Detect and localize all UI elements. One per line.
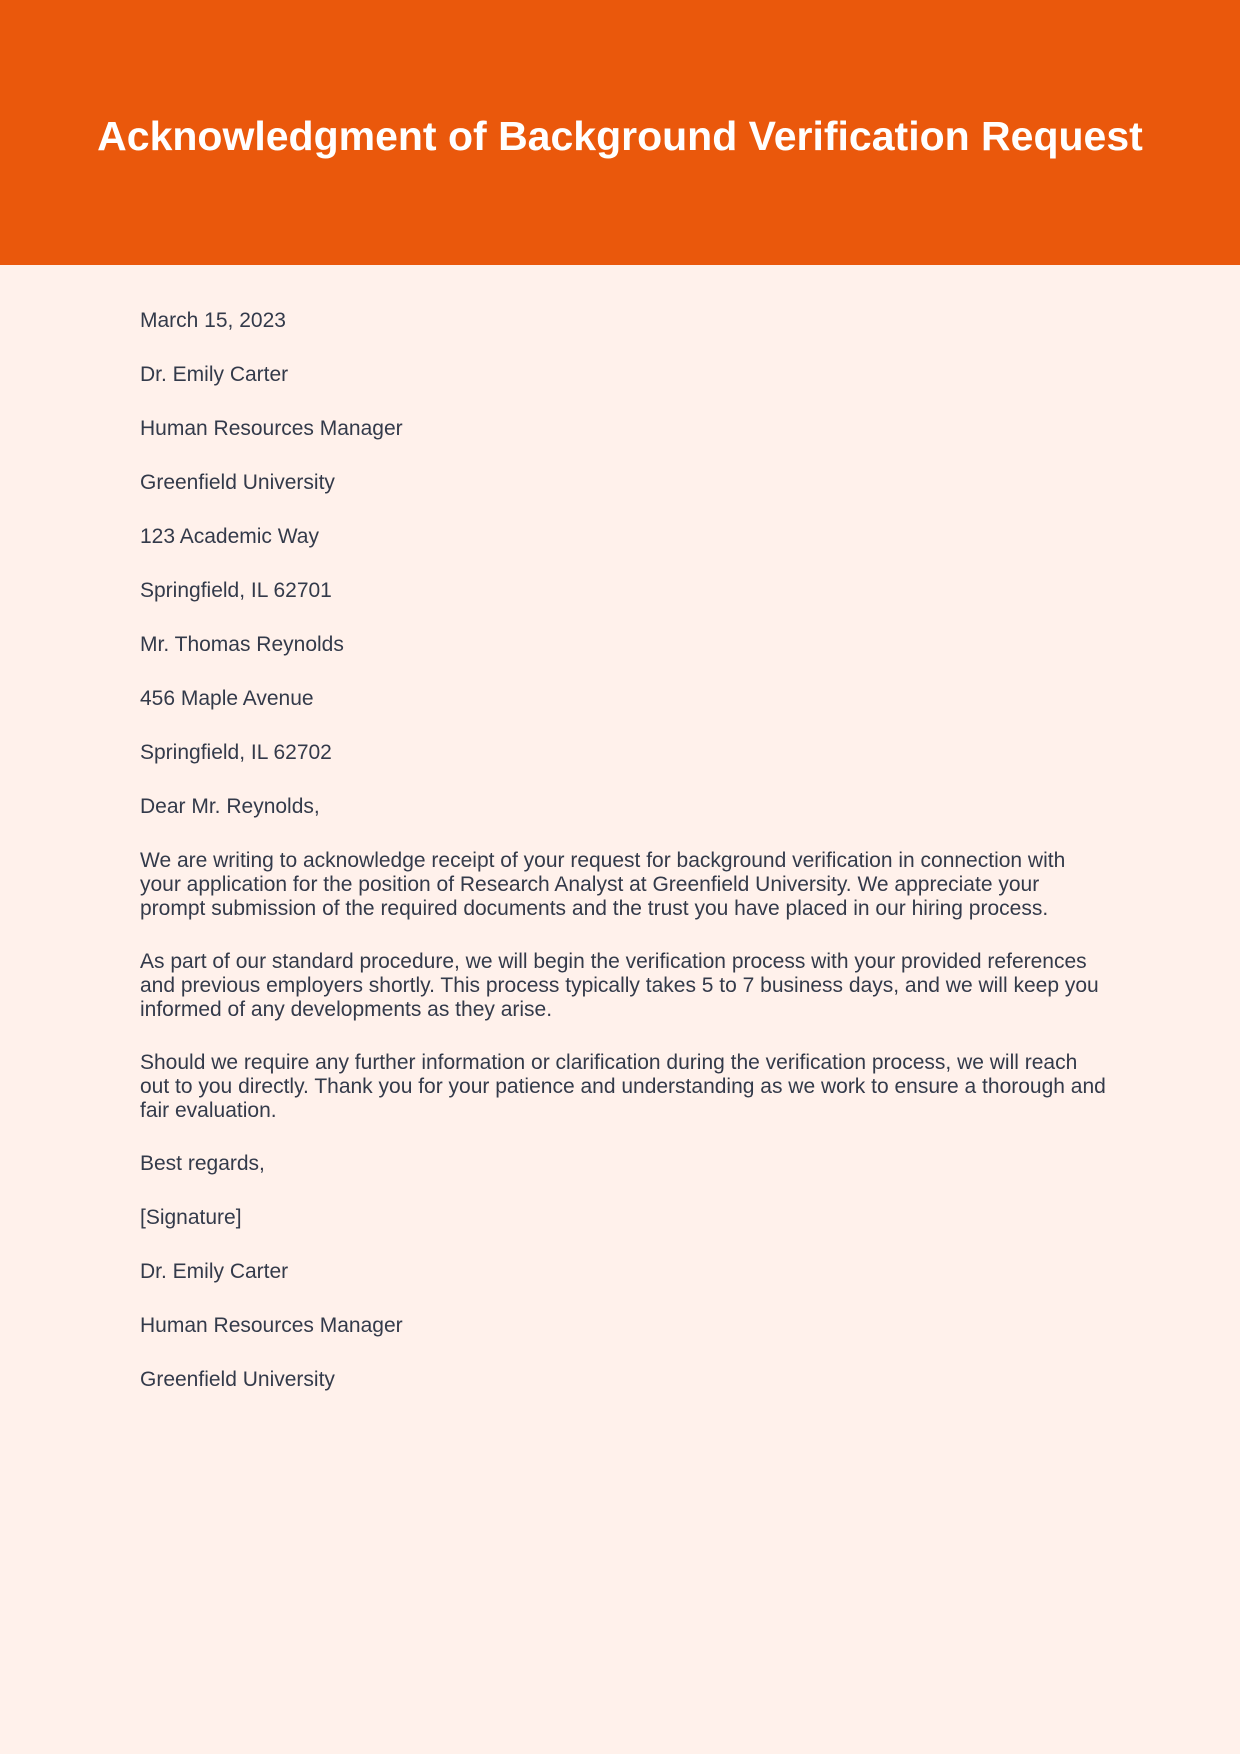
recipient-street: 456 Maple Avenue [140, 687, 314, 710]
closing: Best regards, [140, 1152, 265, 1175]
page-title: Acknowledgment of Background Verification Request [97, 113, 1143, 159]
signer-organization: Greenfield University [140, 1368, 335, 1391]
signer-title: Human Resources Manager [140, 1314, 403, 1337]
body-paragraph-2: As part of our standard procedure, we will begin the verification process with your provided references and previous employers shortly. This process typically takes 5 to 7 business days, and we will keep you informed of any developments as they arise. [140, 950, 1099, 1021]
recipient-name: Mr. Thomas Reynolds [140, 633, 344, 656]
body-paragraph-3: Should we require any further information or clarification during the verification process, we will reach out to you directly. Thank you for your patience and understanding as we work to ensure a thorough and fair evaluation. [140, 1051, 1106, 1122]
letter-date: March 15, 2023 [140, 309, 286, 332]
salutation: Dear Mr. Reynolds, [140, 795, 320, 818]
sender-name: Dr. Emily Carter [140, 363, 289, 386]
recipient-city: Springfield, IL 62702 [140, 741, 332, 764]
sender-street: 123 Academic Way [140, 525, 319, 548]
signer-name: Dr. Emily Carter [140, 1260, 289, 1283]
sender-city: Springfield, IL 62701 [140, 579, 332, 602]
sender-organization: Greenfield University [140, 471, 335, 494]
letter-body [140, 309, 1110, 1422]
signature-placeholder: [Signature] [140, 1206, 242, 1229]
body-paragraph-1: We are writing to acknowledge receipt of your request for background verification in connection with your application for the position of Research Analyst at Greenfield University. We appreciate your prompt submission of the required documents and the trust you have placed in our hiring process. [140, 849, 1066, 920]
sender-title: Human Resources Manager [140, 417, 403, 440]
letter-header [0, 0, 1240, 265]
